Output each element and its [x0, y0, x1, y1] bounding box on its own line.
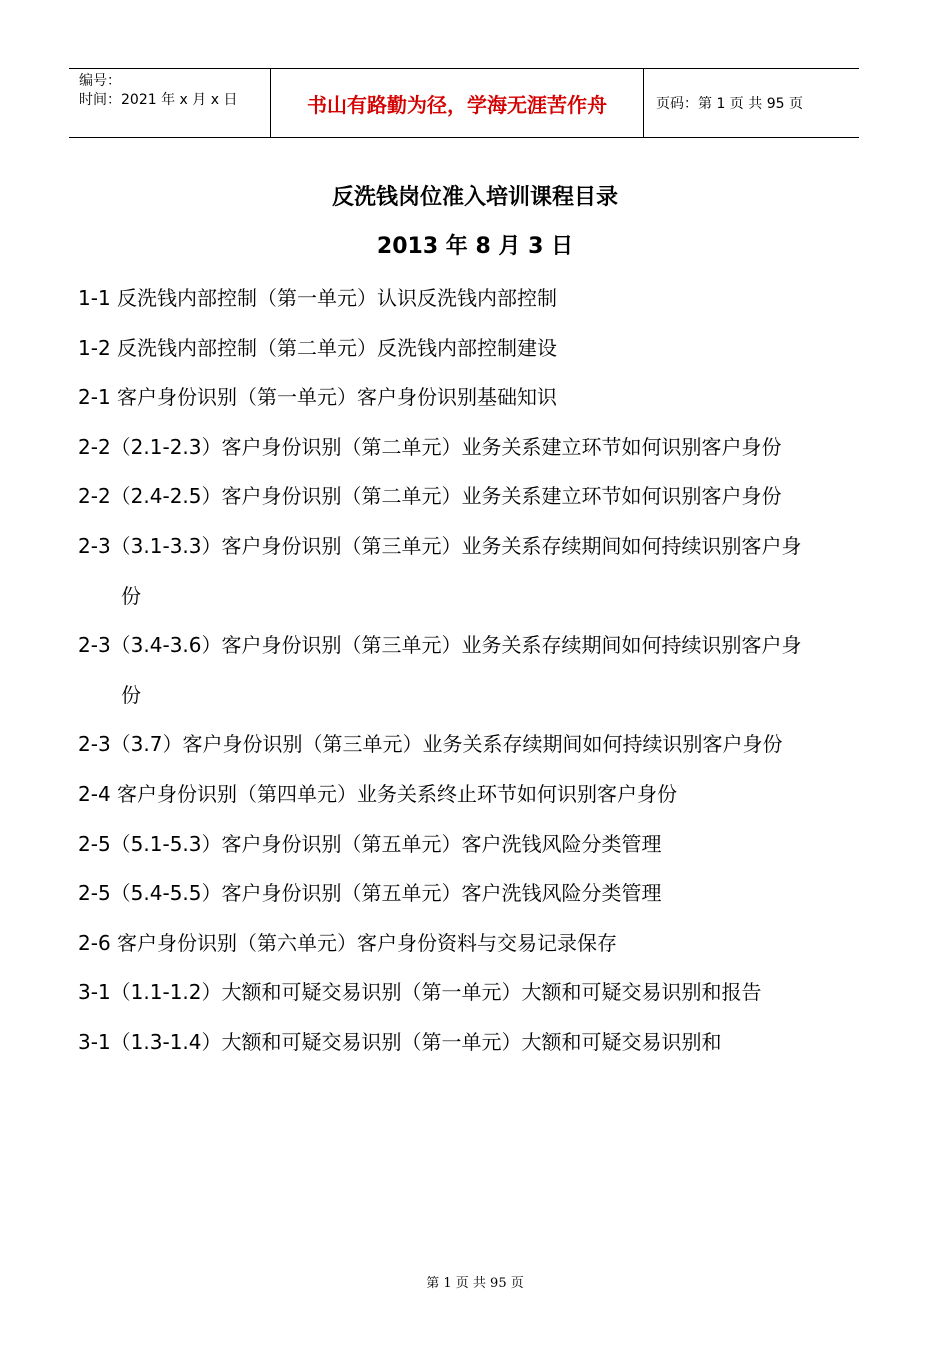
course-item: 2-3（3.7）客户身份识别（第三单元）业务关系存续期间如何持续识别客户身份 — [78, 732, 783, 757]
course-item: 3-1（1.1-1.2）大额和可疑交易识别（第一单元）大额和可疑交易识别和报告 — [78, 980, 762, 1005]
course-item: 1-2 反洗钱内部控制（第二单元）反洗钱内部控制建设 — [78, 335, 558, 360]
course-item: 2-2（2.1-2.3）客户身份识别（第二单元）业务关系建立环节如何识别客户身份 — [78, 434, 782, 459]
document-date: 2013 年 8 月 3 日 — [376, 234, 574, 259]
course-item: 2-6 客户身份识别（第六单元）客户身份资料与交易记录保存 — [78, 930, 618, 955]
page-header — [69, 68, 859, 138]
course-item: 3-1（1.3-1.4）大额和可疑交易识别（第一单元）大额和可疑交易识别和 — [78, 1029, 722, 1054]
course-item: 1-1 反洗钱内部控制（第一单元）认识反洗钱内部控制 — [78, 286, 558, 310]
header-page-info: 页码：第 1 页 共 95 页 — [656, 96, 803, 112]
course-item: 2-5（5.4-5.5）客户身份识别（第五单元）客户洗钱风险分类管理 — [78, 881, 662, 906]
number-label: 编号： — [79, 73, 121, 89]
course-item: 2-3（3.1-3.3）客户身份识别（第三单元）业务关系存续期间如何持续识别客户身份 — [78, 533, 802, 608]
document-title: 反洗钱岗位准入培训课程目录 — [331, 185, 618, 210]
time-label: 时间：2021 年 x 月 x 日 — [79, 92, 238, 108]
course-list — [78, 274, 818, 1068]
course-item: 2-5（5.1-5.3）客户身份识别（第五单元）客户洗钱风险分类管理 — [78, 831, 662, 856]
course-item: 2-3（3.4-3.6）客户身份识别（第三单元）业务关系存续期间如何持续识别客户身份 — [78, 633, 802, 707]
page-footer: 第 1 页 共 95 页 — [426, 1276, 524, 1291]
course-item: 2-4 客户身份识别（第四单元）业务关系终止环节如何识别客户身份 — [78, 781, 678, 806]
course-item: 2-1 客户身份识别（第一单元）客户身份识别基础知识 — [78, 385, 558, 410]
header-meta — [69, 69, 270, 137]
course-item: 2-2（2.4-2.5）客户身份识别（第二单元）业务关系建立环节如何识别客户身份 — [78, 484, 782, 509]
header-motto: 书山有路勤为径，学海无涯苦作舟 — [270, 69, 644, 137]
